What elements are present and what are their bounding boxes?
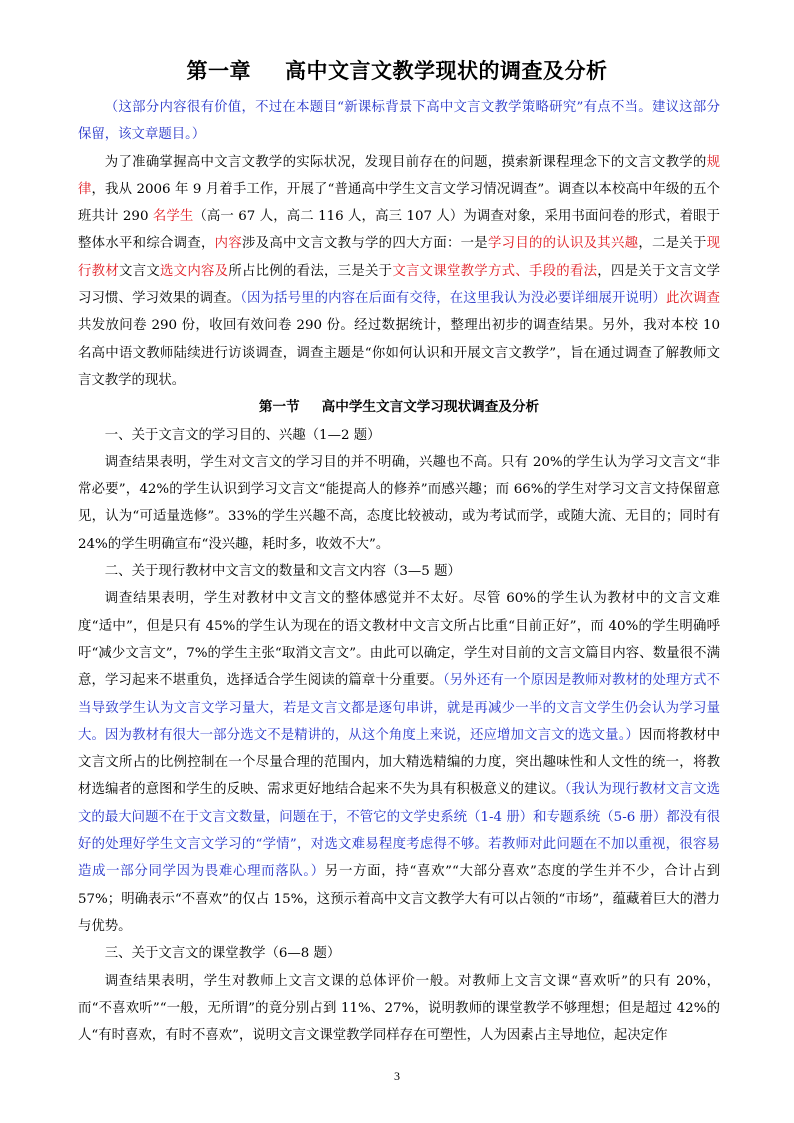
subheading-1: 一、关于文言文的学习目的、兴趣（1—2 题） (104, 427, 381, 443)
chapter-title (0, 56, 794, 86)
body-text: 调查结果表明，学生对教材中文言文的整体感觉并不太好。尽管 60%的学生认为教材中的文言文难度“适中”，但是只有 45%的学生认为现在的语文教材中文言文所占比重“目前正好”，而 40%的学生明确呼吁“减少文言文”，7%的学生主张“取消文言文”。由此可以确定，学生对目前的文言文篇目内容、数量很不满意，学习起来不堪重负，选择适合学生阅读的篇章十分重要。 (78, 591, 720, 689)
section-number: 第一节 (258, 399, 300, 416)
subheading-3: 三、关于文言文的课堂教学（6—8 题） (104, 946, 341, 962)
intro-text: 共发放问卷 290 份，收回有效问卷 290 份。经过数据统计，整理出初步的调查结果。另外，我对本校 10 名高中语文教师陆续进行访谈调查，调查主题是“你如何认识和开展文言文教学”，旨在通过调查了解教师文言文教学的现状。 (78, 318, 720, 388)
chapter-title-text: 高中文言文教学现状的调查及分析 (285, 59, 608, 83)
chapter-number: 第一章 (186, 59, 251, 83)
paragraph-classroom: 调查结果表明，学生对教师上文言文课的总体评价一般。对教师上文言文课“喜欢听”的只有 20%，而“不喜欢听”“一般，无所谓”的竟分别占到 11%、27%，说明教师的课堂教学不够理想；但是超过 42%的人“有时喜欢，有时不喜欢”，说明文言文课堂教学同样存在可塑性，人为因素占主导地位，起决定作 (78, 973, 720, 1044)
red-highlight: 现行教材 (78, 236, 721, 279)
intro-text: 涉及高中文言文教与学的四大方面：一是 (242, 236, 488, 252)
editor-comment: （因为括号里的内容在后面有交待，在这里我认为没必要详细展开说明） (240, 291, 667, 307)
red-highlight: 内容 (214, 236, 242, 252)
intro-text: ，二是关于 (638, 236, 707, 252)
paragraph-textbook (78, 585, 720, 940)
body-text: 因而将教材中文言文所占的比例控制在一个尽量合理的范围内，加大精选精编的力度，突出趣味性和人文性的统一，将教材选编者的意图和学生的反映、需求更好地结合起来不失为具有积极意义的建议。 (78, 727, 721, 798)
intro-paragraph (78, 149, 720, 395)
red-highlight: 学习目的的认识及其兴趣 (487, 236, 639, 252)
intro-text: 所占比例的看法，三是关于 (228, 263, 393, 279)
red-highlight: 此次调查 (666, 291, 720, 307)
editor-comment-paragraph: （这部分内容很有价值，不过在本题目“新课标背景下高中文言文教学策略研究”有点不当。建议这部分保留，该文章题目。） (78, 100, 720, 143)
page-number: 3 (394, 1069, 400, 1083)
red-highlight: 文言文课堂教学方式、手段的看法 (392, 263, 598, 279)
paragraph-purpose-interest: 调查结果表明，学生对文言文的学习目的并不明确，兴趣也不高。只有 20%的学生认为学习文言文“非常必要”，42%的学生认识到学习文言文“能提高人的修养”而感兴趣；而 66%的学生对学习文言文持保留意见，认为“可适量选修”。33%的学生兴趣不高，态度比较被动，或为考试而学，或随大流、无目的；同时有 24%的学生明确宣布“没兴趣，耗时多，收效不大”。 (78, 454, 720, 552)
intro-text: 为了准确掌握高中文言文教学的实际状况，发现目前存在的问题，摸索新课程理念下的文言文教学的 (104, 154, 707, 170)
intro-text: ，四是关于文言文学习习惯、学习效果的调查。 (78, 263, 721, 307)
intro-text: （高一 67 人，高二 116 人，高三 107 人）为调查对象，采用书面问卷的形式，着眼于整体水平和综合调查， (78, 209, 720, 252)
editor-comment: （另外还有一个原因是教师对教材的处理方式不当导致学生认为文言文学习量大，若是文言文都是逐句串讲，就是再减少一半的文言文学生仍会认为学习量大。因为教材有很大一部分选文不是精讲的，从这个角度上来说，还应增加文言文的选文量。） (78, 673, 720, 743)
section-title: 高中学生文言文学习现状调查及分析 (321, 399, 540, 416)
red-highlight: 规律 (78, 154, 720, 197)
editor-comment: （我认为现行教材文言文选文的最大问题不在于文言文数量，问题在于，不管它的文学史系统（1-4 册）和专题系统（5-6 册）都没有很好的处理好学生文言文学习的“学情”，对选文难易程度考虑得不够。若教师对此问题在不加以重视，很容易造成一部分同学因为畏难心理而落队。） (78, 782, 720, 880)
body-text: 另一方面，持“喜欢”“大部分喜欢”态度的学生并不少，合计占到 57%；明确表示“不喜欢”的仅占 15%，这预示着高中文言文教学大有可以占领的“市场”，蕴藏着巨大的潜力与优势。 (78, 864, 720, 934)
red-highlight: 选文内容及 (160, 263, 229, 279)
section-heading (78, 394, 720, 421)
red-highlight: 名学生 (152, 209, 194, 225)
subheading-2: 二、关于现行教材中文言文的数量和文言文内容（3—5 题） (104, 564, 461, 580)
document-body (78, 94, 720, 1049)
intro-text: 文言文 (119, 263, 160, 279)
intro-text: ，我从 2006 年 9 月着手工作，开展了“普通高中学生文言文学习情况调查”。调查以本校高中年级的五个班共计 290 (78, 181, 721, 225)
